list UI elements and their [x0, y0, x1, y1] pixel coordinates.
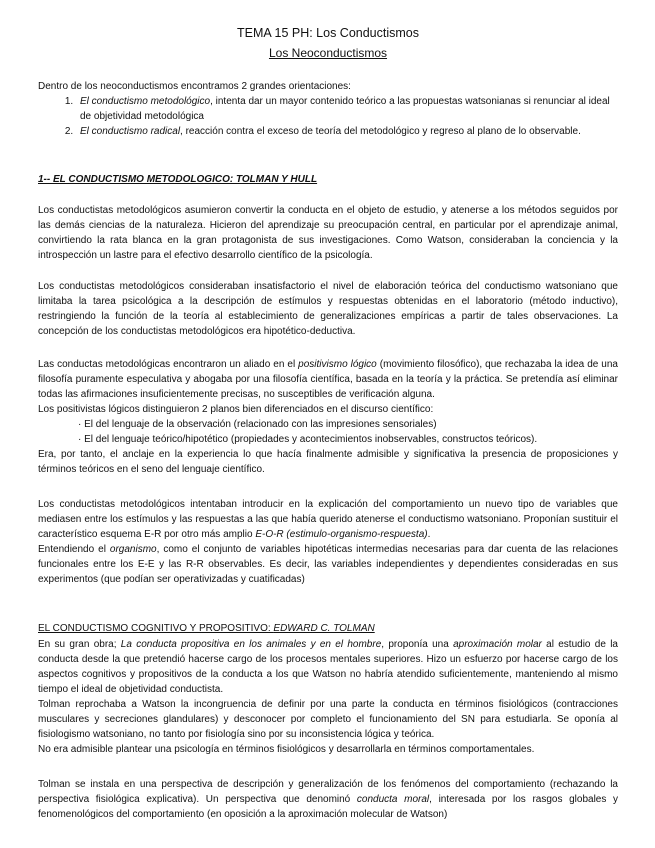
orientations-list [38, 94, 618, 139]
section1-paragraph-4: Los conductistas metodológicos intentaban introducir en la explicación del comportamiento un nuevo tipo de variables que mediasen entre los estímulos y las respuestas a las que había querido atenerse el conductismo watsoniano. Proponían sustituir el característico esquema E-R por otro más amplio E-O-R (estimulo-organismo-respuesta). Entendiendo el organismo, como el conjunto de variables hipotéticas intermedias necesarias para dar cuenta de las relaciones funcionales entre los E-E y las R-R observables. Es decir, las variables independientes y dependientes consideradas en sus experimentos (que podían ser operativizadas y cuatificadas) [38, 499, 618, 585]
section1-paragraph-1: Los conductistas metodológicos asumieron convertir la conducta en el objeto de estudio, y atenerse a los métodos seguidos por las demás ciencias de la naturaleza. Hicieron del aprendizaje su preocupación central, en particular por el aprendizaje animal, convirtiendo la rata blanca en la gran protagonista de sus investigaciones. Como Watson, consideraban la conciencia y la introspección un lastre para el efectivo desarrollo científico de la psicología. [38, 205, 618, 261]
list-item: 1. El conductismo metodológico, intenta dar un mayor contenido teórico a las propuestas watsonianas si renunciar al ideal de objetividad metodológica [76, 94, 618, 124]
plane-item: · El del lenguaje teórico/hipotético (propiedades y acontecimientos inobservables, constructos teóricos). [78, 434, 538, 445]
section2-body: En su gran obra; La conducta propositiva en los animales y en el hombre, proponía una aproximación molar al estudio de la conducta desde la que pretendió hacerse cargo de los procesos mentales superiores. Hizo un esfuerzo por hacerse cargo de los aspectos cognitivos y propositivos de la conducta a los que Watson no habría atendido suficientemente, manteniendo al mismo tiempo el ideal de objetividad conductista. Tolman reprochaba a Watson la incongruencia de definir por una parte la conducta en términos fisiológicos (contracciones musculares y secreciones glandulares) y desconocer por completo el funcionamiento del SN para estudiarla. Se oponía al fisiologismo watsoniano, no tanto por fisiología sino por su inconsistencia lógica y teórica. No era admisible plantear una psicología en términos fisiológicos y desarrollarla en términos comportamentales. [38, 639, 618, 755]
section1-heading: 1-- EL CONDUCTISMO METODOLOGICO: TOLMAN Y HULL [38, 174, 318, 185]
page-title: TEMA 15 PH: Los Conductismos [236, 26, 420, 40]
section1-paragraph-3: Las conductas metodológicas encontraron un aliado en el positivismo lógico (movimiento filosófico), que rechazaba la idea de una filosofía puramente especulativa y abogaba por una filosofía científica, basada en la teoría y la práctica. Se pretendía así eliminar todas las afirmaciones insuficientemente precisas, no susceptibles de verificación alguna. Los positivistas lógicos distinguieron 2 planos bien diferenciados en el discurso científico: · El del lenguaje de la observación (relacionado con las impresiones sensoriales) · El del lenguaje teórico/hipotético (propiedades y acontecimientos inobservables, constructos teóricos). Era, por tanto, el anclaje en la experiencia lo que hacía finalmente admisible y significativa la presencia de proposiciones y términos teóricos en el seno del lenguaje científico. [38, 359, 618, 475]
list-item: 2. El conductismo radical, reacción contra el exceso de teoría del metodológico y regreso al plano de lo observable. [76, 124, 618, 139]
section2-paragraph-4: Tolman se instala en una perspectiva de descripción y generalización de los fenómenos del comportamiento (rechazando la perspectiva fisiológica explicativa). Un perspectiva que denominó conducta moral, interesada por los rasgos globales y fenomenológicos del comportamiento (en oposición a la aproximación molecular de Watson) [38, 779, 619, 820]
plane-item: · El del lenguaje de la observación (relacionado con las impresiones sensoriales) [78, 419, 437, 430]
intro-block [38, 79, 618, 139]
page-subtitle: Los Neoconductismos [268, 46, 388, 60]
section1-paragraph-2: Los conductistas metodológicos consideraban insatisfactorio el nivel de elaboración teórica del conductismo watsoniano que limitaba la tarea psicológica a la descripción de estímulos y respuestas obtenidas en el laboratorio (método inductivo), restringiendo la función de la teoría al establecimiento de generalizaciones empíricas a partir de tales observaciones. La concepción de los conductistas metodológicos era hipotético-deductiva. [38, 281, 618, 337]
intro-text: Dentro de los neoconductismos encontramos 2 grandes orientaciones: [38, 81, 351, 92]
document-page [38, 24, 619, 820]
section2-heading: EL CONDUCTISMO COGNITIVO Y PROPOSITIVO: EDWARD C. TOLMAN [38, 623, 375, 634]
